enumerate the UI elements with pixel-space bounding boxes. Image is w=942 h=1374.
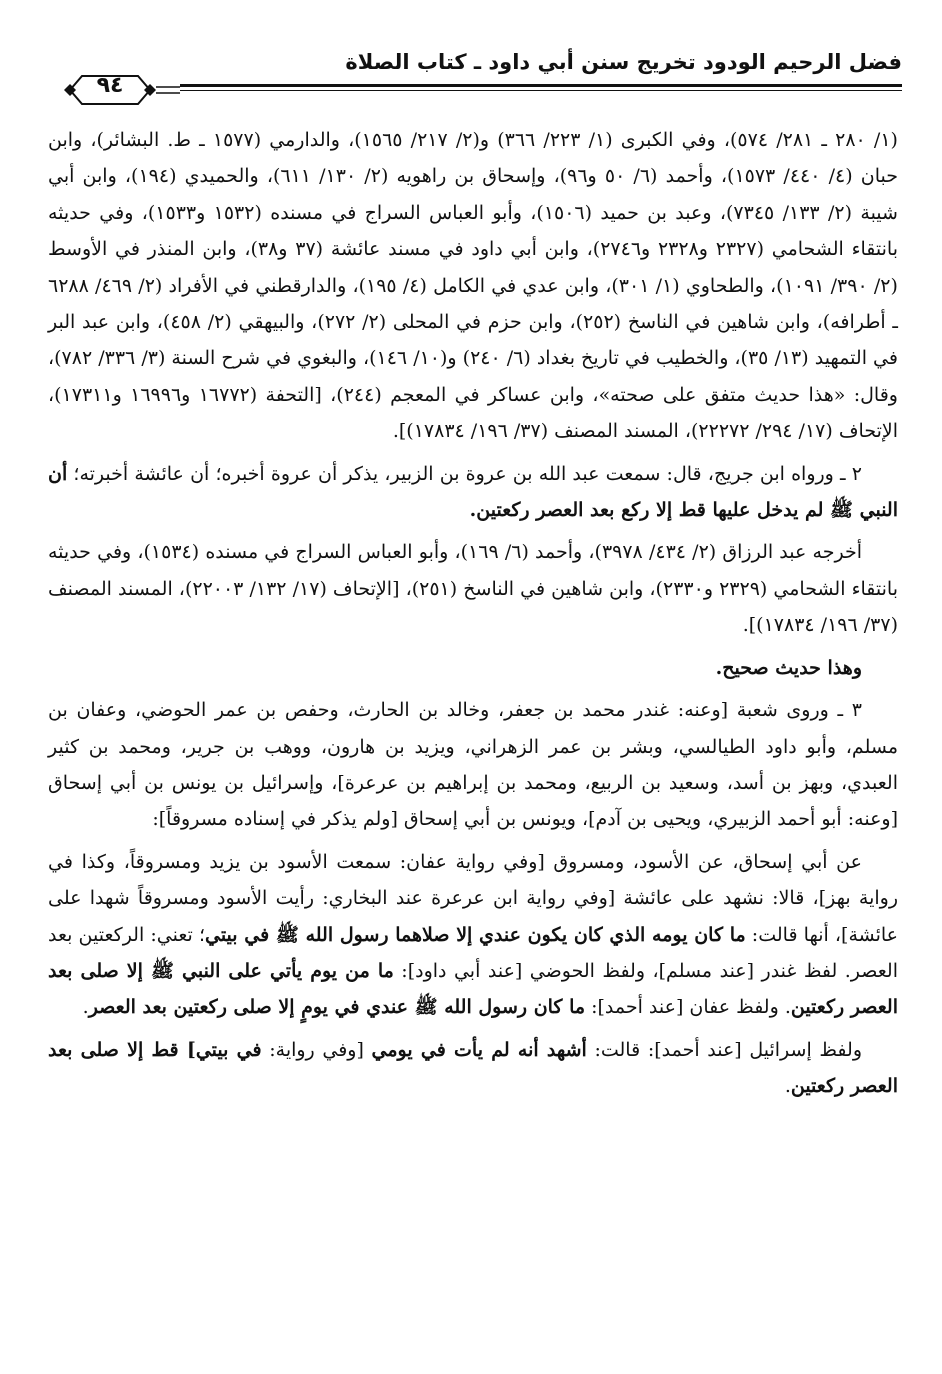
israil-matn-3: قط إلا صلى بعد العصر ركعتين — [48, 1038, 898, 1098]
page-number-badge — [40, 70, 180, 110]
hadith-3-matn-3: ما كان رسول الله ﷺ عندي في يومٍ إلا صلى ركعتين بعد العصر — [88, 996, 586, 1019]
hadith-2-matn: أن النبي ﷺ لم يدخل عليها قط إلا ركع بعد العصر ركعتين. — [48, 462, 898, 522]
paragraph-hadith-2 — [48, 456, 898, 529]
paragraph-takhrij-2: أخرجه عبد الرزاق (٢/ ٤٣٤/ ٣٩٧٨)، وأحمد (٦/ ١٦٩)، وأبو العباس السراج في مسنده (١٥٣٤)، وفي حديثه بانتقاء الشحامي (٢٣٢٩ و٢٣٣٠)، وابن شاهين في الناسخ (٢٥١)، [الإتحاف (١٧/ ١٣٢/ ٢٢٠٠٣)، المسند المصنف (٣٧/ ١٩٦/ ١٧٨٣٤)]. — [48, 541, 899, 637]
header-title: فضل الرحيم الودود تخريج سنن أبي داود ـ كتاب الصلاة — [345, 50, 902, 74]
hadith-2-isnad: ٢ ـ ورواه ابن جريج، قال: سمعت عبد الله بن عروة بن الزبير، يذكر أن عروة أخبره؛ أن عائشة أخبرته؛ — [67, 462, 862, 485]
israil-intro: ولفظ إسرائيل [عند أحمد]: قالت: — [586, 1038, 863, 1061]
paragraph-takhrij-1: (١/ ٢٨٠ ـ ٢٨١/ ٥٧٤)، وفي الكبرى (١/ ٢٢٣/ ٣٦٦) و(٢/ ٢١٧/ ١٥٦٥)، والدارمي (١٥٧٧ ـ ط. البشائر)، وابن حبان (٤/ ٤٤٠/ ١٥٧٣)، وأحمد (٦/ ٥٠ و٩٦)، وإسحاق بن راهويه (٢/ ١٣٠/ ٦١١)، والحميدي (١٩٤)، وابن أبي شيبة (٢/ ١٣٣/ ٧٣٤٥)، وعبد بن حميد (١٥٠٦)، وأبو العباس السراج في مسنده (١٥٣٢ و١٥٣٣)، وفي حديثه بانتقاء الشحامي (٢٣٢٧ و٢٣٢٨ و٢٧٤٦)، وابن أبي داود في مسند عائشة (٣٧ و٣٨)، وابن المنذر في الأوسط (٢/ ٣٩٠/ ١٠٩١)، والطحاوي (١/ ٣٠١)، وابن عدي في الكامل (٤/ ١٩٥)، والدارقطني في الأفراد (٢/ ٤٦٩/ ٦٢٨٨ ـ أطرافه)، وابن شاهين في الناسخ (٢٥٢)، وابن حزم في المحلى (٢/ ٢٧٢)، والبيهقي (٢/ ٤٥٨)، وابن عبد البر في التمهيد (١٣/ ٣٥)، والخطيب في تاريخ بغداد (٦/ ٢٤٠) و(١٠/ ١٤٦)، والبغوي في شرح السنة (٣/ ٣٣٦/ ٧٨٢)، وقال: «هذا حديث متفق على صحته»، وابن عساكر في المعجم (٢٤٤)، [التحفة (١٦٧٧٢ و١٦٩٩٦ و١٧٣١١)، الإتحاف (١٧/ ٢٩٤/ ٢٢٢٧٢)، المسند المصنف (٣٧/ ١٩٦/ ١٧٨٣٤)]. — [48, 129, 899, 443]
israil-bracket: ] — [178, 1038, 196, 1061]
israil-note: [وفي رواية: — [261, 1038, 372, 1061]
israil-end: . — [784, 1075, 791, 1098]
hadith-3-matn-2: ما من يوم يأتي على النبي ﷺ إلا صلى بعد العصر ركعتين — [48, 959, 898, 1019]
hadith-3-isnad: عن أبي إسحاق، عن الأسود، ومسروق [وفي رواية عفان: سمعت الأسود بن يزيد ومسروقاً، وكذا في رواية بهز]، قالا: نشهد على عائشة [وفي رواية ابن عرعرة عند البخاري: رأيت الأسود ومسروقاً شهدا على عائشة]، أنها قالت: — [48, 850, 898, 946]
page-number: ٩٤ — [96, 73, 124, 98]
israil-matn-2: في بيتي — [195, 1038, 262, 1061]
hadith-3-note-2: . ولفظ عفان [عند أحمد]: — [585, 996, 791, 1019]
hadith-3-note-1: ؛ تعني: الركعتين بعد العصر. لفظ غندر [عند مسلم]، ولفظ الحوضي [عند أبي داود]: — [48, 923, 898, 982]
paragraph-hadith-3: ٣ ـ وروى شعبة [وعنه: غندر محمد بن جعفر، وخالد بن الحارث، وحفص بن عمر الحوضي، وعفان بن مسلم، وأبو داود الطيالسي، وبشر بن عمر الزهراني، ويزيد بن هارون، ووهب بن جرير، ومحمد بن كثير العبدي، وبهز بن أسد، وسعيد بن الربيع، ومحمد بن إبراهيم بن عرعرة]، وإسرائيل بن يونس بن أبي إسحاق [وعنه: أبو أحمد الزبيري، ويحيى بن آدم]، ويونس بن أبي إسحاق [ولم يذكر في إسناده مسروقاً]: — [48, 699, 898, 831]
paragraph-verdict: وهذا حديث صحيح. — [715, 656, 862, 679]
hadith-3-matn-1: ما كان يومه الذي كان يكون عندي إلا صلاهما رسول الله ﷺ في بيتي — [204, 923, 746, 946]
paragraph-israil-wording — [48, 1032, 898, 1105]
page-body — [48, 122, 898, 1105]
hadith-3-end: . — [82, 996, 89, 1019]
israil-matn-1: أشهد أنه لم يأت في يومي — [371, 1038, 587, 1061]
paragraph-hadith-3-text — [48, 844, 898, 1026]
